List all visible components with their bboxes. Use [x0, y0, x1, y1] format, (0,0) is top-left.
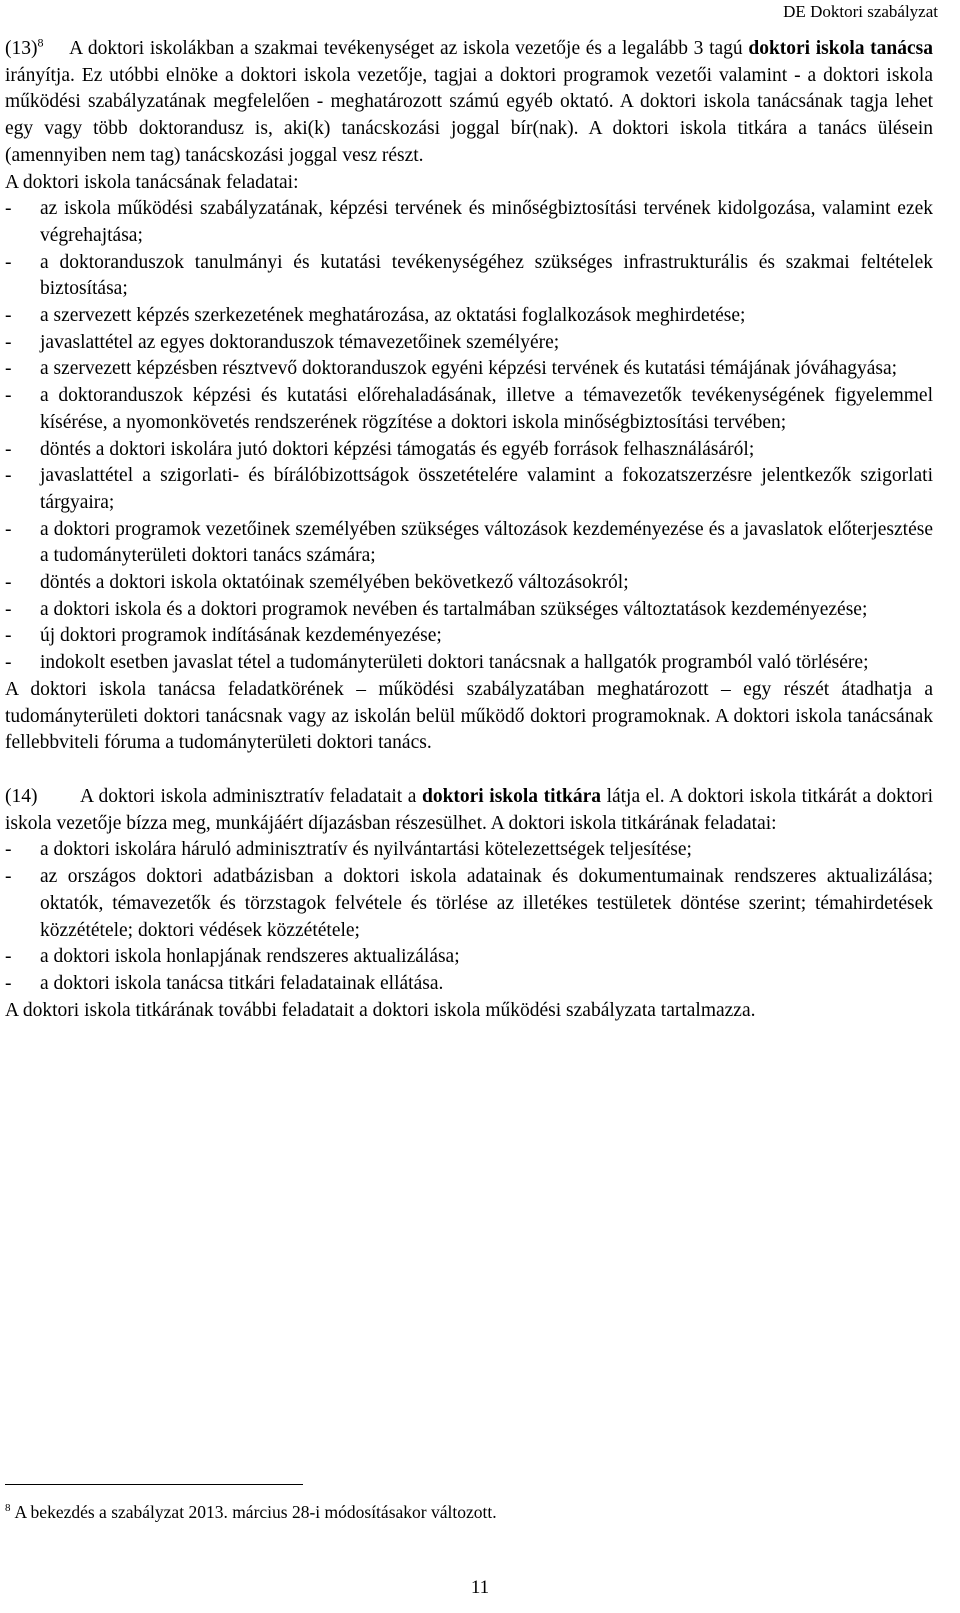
list-item: - a szervezett képzésben résztvevő doktoranduszok egyéni képzési tervének és kutatási témájának jóváhagyása; — [5, 358, 898, 380]
document-body — [5, 36, 933, 1024]
section-13-intro-b: irányítja. Ez utóbbi elnöke a doktori iskola vezetője, tagjai a doktori programok vezetői valamint - a doktori iskola működési szabályzatának megfelelően - meghatározott számú egyéb oktató. A doktori iskola tanácsának tagja lehet egy vagy több doktorandusz is, aki(k) tanácskozási joggal bír(nak). A doktori iskola titkára a tanács ülésein (amennyiben nem tag) tanácskozási joggal vesz részt. — [5, 64, 933, 166]
section-13-intro — [5, 36, 933, 170]
section-14-closing: A doktori iskola titkárának további feladatait a doktori iskola működési szabályzata tartalmazza. — [5, 999, 756, 1021]
list-item: - új doktori programok indításának kezdeményezése; — [5, 625, 442, 647]
section-13-closing: A doktori iskola tanácsa feladatkörének – működési szabályzatában meghatározott – egy részét átadhatja a tudományterületi doktori tanácsnak vagy az iskolán belül működő doktori programoknak. A doktori iskola tanácsának fellebbviteli fóruma a tudományterületi doktori tanács. — [5, 678, 933, 754]
list-item: - a doktori programok vezetőinek személyében szükséges változások kezdeményezése és a javaslatok előterjesztése a tudományterületi doktori tanács számára; — [5, 518, 933, 567]
section-14-task-list — [5, 837, 933, 997]
list-item: - az országos doktori adatbázisban a doktori iskola adatainak és dokumentumainak rendszeres aktualizálása; oktatók, témavezetők és törzstagok felvétele és törlése az illetékes testületek döntése szerint; témahirdetések közzététele; doktori védések közzététele; — [5, 866, 933, 941]
section-13-number: (13) — [5, 38, 38, 59]
footnote-divider — [5, 1484, 303, 1485]
list-item: - a doktoranduszok tanulmányi és kutatási tevékenységéhez szükséges infrastrukturális és szakmai feltételek biztosítása; — [5, 251, 933, 300]
list-item: - döntés a doktori iskolára jutó doktori képzési támogatás és egyéb források felhasználásáról; — [5, 438, 755, 460]
section-13-intro-a: A doktori iskolákban a szakmai tevékenységet az iskola vezetője és a legalább 3 tagú — [69, 38, 743, 59]
section-14-intro-b: látja el. A doktori iskola titkárát a doktori iskola vezetője bízza meg, munkájáért díjazásban részesülhet. A doktori iskola titkárának feladatai: — [5, 785, 933, 834]
list-item: - a doktori iskola tanácsa titkári feladatainak ellátása. — [5, 972, 444, 994]
list-item: - a doktori iskolára háruló adminisztratív és nyilvántartási kötelezettségek teljesítése; — [5, 839, 692, 861]
footnote-ref[interactable]: 8 — [37, 35, 44, 50]
footnote-number: 8 — [5, 1502, 11, 1515]
footnote — [5, 1500, 497, 1524]
section-13-tasks-heading: A doktori iskola tanácsának feladatai: — [5, 171, 299, 193]
list-item: - a doktoranduszok képzési és kutatási előrehaladásának, illetve a témavezetők tevékenységének figyelemmel kísérése, a nyomonkövetés rendszerének rögzítése a doktori iskola minőségbiztosítási tervében; — [5, 385, 933, 433]
list-item: - javaslattétel az egyes doktoranduszok témavezetőinek személyére; — [5, 331, 560, 353]
section-14-intro-bold: doktori iskola titkára — [421, 785, 602, 807]
section-14-intro — [5, 784, 933, 837]
list-item: - a doktori iskola honlapjának rendszeres aktualizálása; — [5, 946, 460, 968]
page-header: DE Doktori szabályzat — [783, 2, 938, 21]
section-14-intro-a: A doktori iskola adminisztratív feladatait a — [80, 785, 422, 807]
page-number: 11 — [470, 1577, 490, 1598]
section-13-intro-bold: doktori iskola tanácsa — [748, 38, 934, 59]
footnote-text: A bekezdés a szabályzat 2013. március 28-i módosításakor változott. — [14, 1502, 497, 1522]
list-item: - a doktori iskola és a doktori programok nevében és tartalmában szükséges változtatások kezdeményezése; — [5, 598, 868, 620]
section-13-task-list — [5, 196, 933, 677]
list-item: - javaslattétel a szigorlati- és bírálóbizottságok összetételére valamint a fokozatszerzésre jelentkezők szigorlati tárgyaira; — [5, 465, 933, 513]
section-14-number: (14) — [5, 785, 38, 807]
list-item: - a szervezett képzés szerkezetének meghatározása, az oktatási foglalkozások meghirdetése; — [5, 305, 746, 327]
list-item: - döntés a doktori iskola oktatóinak személyében bekövetkező változásokról; — [5, 572, 629, 594]
list-item: - az iskola működési szabályzatának, képzési tervének és minőségbiztosítási tervének kidolgozása, valamint ezek végrehajtása; — [5, 198, 933, 246]
paragraph-gap — [5, 757, 933, 784]
list-item: - indokolt esetben javaslat tétel a tudományterületi doktori tanácsnak a hallgatók programból való törlésére; — [5, 652, 869, 674]
